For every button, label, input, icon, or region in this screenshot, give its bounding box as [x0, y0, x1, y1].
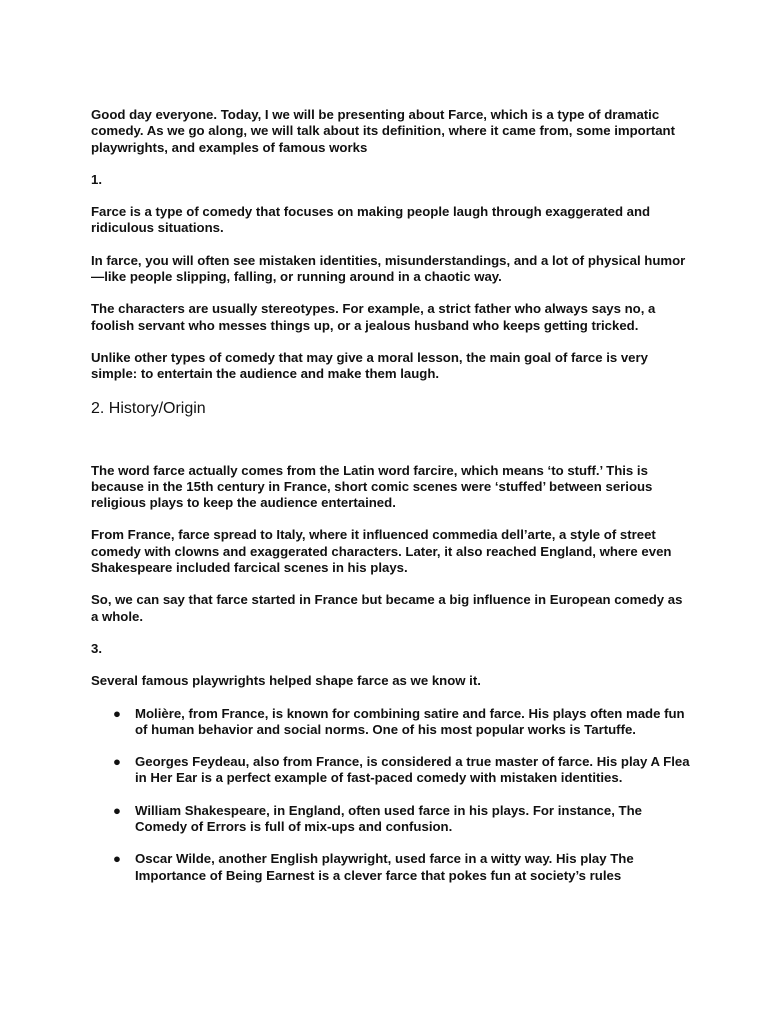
section-1-paragraph: Farce is a type of comedy that focuses on making people laugh through exaggerated and ridiculous situations.	[91, 204, 651, 236]
list-item-text: Molière, from France, is known for combining satire and farce. His plays often made fun of human behavior and social norms. One of his most popular works is Tartuffe.	[135, 705, 685, 737]
intro-paragraph: Good day everyone. Today, I we will be presenting about Farce, which is a type of dramatic comedy. As we go along, we will talk about its definition, where it came from, some important playwrights, and examples of famous works	[91, 107, 676, 155]
bullet-icon: ●	[113, 851, 121, 867]
document-page	[91, 107, 691, 900]
section-2-paragraph: From France, farce spread to Italy, where it influenced commedia dell’arte, a style of street comedy with clowns and exaggerated characters. Later, it also reached England, where even Shakespeare included farcical scenes in his plays.	[91, 527, 672, 576]
bullet-icon: ●	[113, 705, 121, 721]
section-2-heading: 2. History/Origin	[91, 399, 206, 417]
list-item-text: William Shakespeare, in England, often used farce in his plays. For instance, The Comedy of Errors is full of mix-ups and confusion.	[135, 802, 643, 835]
section-1-number: 1.	[91, 171, 102, 187]
playwright-list	[91, 706, 691, 884]
bullet-icon: ●	[113, 754, 121, 770]
list-item	[91, 706, 691, 739]
section-2-paragraph: The word farce actually comes from the Latin word farcire, which means ‘to stuff.’ This is because in the 15th century in France, short comic scenes were ‘stuffed’ between serious religious plays to keep the audience entertained.	[91, 462, 653, 511]
list-item-text: Oscar Wilde, another English playwright, used farce in a witty way. His play The Importance of Being Earnest is a clever farce that pokes fun at society’s rules	[135, 851, 634, 883]
section-1-paragraph: In farce, you will often see mistaken identities, misunderstandings, and a lot of physical humor—like people slipping, falling, or running around in a chaotic way.	[91, 252, 686, 285]
section-1-paragraph: Unlike other types of comedy that may give a moral lesson, the main goal of farce is very simple: to entertain the audience and make them laugh.	[91, 349, 648, 382]
list-item	[91, 803, 691, 836]
section-1-paragraph: The characters are usually stereotypes. For example, a strict father who always says no, a foolish servant who messes things up, or a jealous husband who keeps getting tricked.	[91, 301, 656, 333]
bullet-icon: ●	[113, 802, 121, 818]
list-item	[91, 754, 691, 787]
section-3-intro: Several famous playwrights helped shape farce as we know it.	[91, 673, 481, 689]
list-item-text: Georges Feydeau, also from France, is considered a true master of farce. His play A Flea in Her Ear is a perfect example of fast-paced comedy with mistaken identities.	[135, 754, 690, 786]
list-item	[91, 851, 691, 884]
section-2-paragraph: So, we can say that farce started in France but became a big influence in European comedy as a whole.	[91, 592, 683, 624]
section-3-number: 3.	[91, 640, 102, 656]
